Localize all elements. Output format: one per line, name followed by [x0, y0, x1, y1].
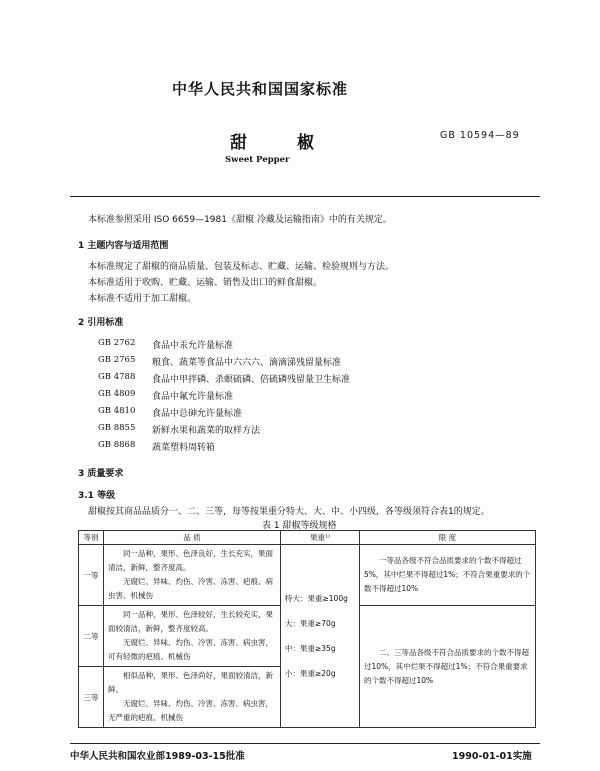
quality-cell — [104, 606, 281, 667]
ref-code: GB 8855 — [98, 423, 136, 433]
section-3-1-heading: 3.1 等级 — [78, 491, 116, 501]
ref-code: GB 4788 — [98, 372, 136, 382]
weight-line: 中：果重≥35g — [285, 644, 336, 653]
header-grade: 等别 — [79, 531, 104, 545]
header-quality: 品 质 — [104, 531, 281, 545]
footer-divider — [70, 743, 540, 744]
section-2-heading: 2 引用标准 — [78, 318, 124, 328]
ref-title: 食品中甲拌磷、杀螟硫磷、倍硫磷残留量卫生标准 — [152, 375, 351, 385]
ref-code: GB 4809 — [98, 389, 136, 399]
table-row — [79, 545, 536, 606]
limit-cell: 二、三等品各级不符合品质要求的个数不得超过10%，其中烂果不得超过1%；不符合果重要求的个数不得超过10% — [360, 606, 536, 728]
quality-line: 同一品种，果形、色泽较好，生长较充实，果面较清洁，新鲜，整齐度较高。 — [108, 610, 273, 633]
effective-date: 1990-01-01实施 — [452, 751, 532, 762]
ref-title: 食品中总砷允许量标准 — [152, 409, 243, 419]
ref-title: 粮食、蔬菜等食品中六六六、滴滴涕残留量标准 — [152, 358, 342, 368]
weight-line: 特大：果重≥100g — [285, 594, 348, 603]
weight-line: 小：果重≥20g — [285, 669, 336, 678]
ref-title: 蔬菜塑料周转箱 — [152, 443, 216, 453]
quality-cell — [104, 667, 281, 728]
quality-line: 无腐烂、异味、灼伤、冷害、冻害、病虫害，可有轻微的疤痕、机械伤 — [108, 638, 273, 661]
ref-code: GB 8868 — [98, 440, 136, 450]
section-1-heading: 1 主题内容与适用范围 — [78, 241, 169, 251]
grade-cell: 三等 — [79, 667, 104, 728]
intro-text: 本标准参照采用 ISO 6659—1981《甜椒 冷藏及运输指南》中的有关规定。 — [88, 215, 392, 225]
section-1-line: 本标准不适用于加工甜椒。 — [88, 294, 197, 304]
page-title: 甜椒 — [230, 133, 364, 153]
ref-code: GB 4810 — [98, 406, 136, 416]
ref-title: 新鲜水果和蔬菜的取样方法 — [152, 426, 261, 436]
approval-text: 中华人民共和国农业部1989-03-15批准 — [70, 751, 245, 762]
weight-cell — [281, 545, 360, 728]
section-3-heading: 3 质量要求 — [78, 469, 124, 479]
quality-line: 同一品种，果形、色泽良好，生长充实，果面清洁，新鲜，整齐度高。 — [108, 549, 273, 572]
standard-code: GB 10594—89 — [440, 130, 520, 141]
header-limit: 限 度 — [360, 531, 536, 545]
section-1-line: 本标准规定了甜椒的商品质量、包装及标志、贮藏、运输、检验规则与方法。 — [88, 262, 395, 272]
english-title: Sweet Pepper — [225, 155, 290, 165]
ref-title: 食品中氟允许量标准 — [152, 392, 234, 402]
grade-cell: 一等 — [79, 545, 104, 606]
table-header-row — [79, 531, 536, 545]
quality-line: 无腐烂、异味、灼伤、冷害、冻害、疤痕、病虫害、机械伤 — [108, 577, 273, 600]
quality-cell — [104, 545, 281, 606]
ref-code: GB 2762 — [98, 338, 136, 348]
grade-table — [78, 530, 536, 728]
ref-title: 食品中汞允许量标准 — [152, 341, 234, 351]
weight-line: 大：果重≥70g — [285, 619, 336, 628]
org-title: 中华人民共和国国家标准 — [171, 80, 348, 98]
ref-code: GB 2765 — [98, 355, 136, 365]
quality-line: 无腐烂、异味、灼伤、冷害、冻害、病虫害，无严重的疤痕、机械伤 — [108, 699, 273, 722]
table-caption: 表 1 甜椒等级规格 — [262, 521, 337, 531]
grade-cell: 二等 — [79, 606, 104, 667]
header-weight: 果重¹⁾ — [281, 531, 360, 545]
section-3-1-text: 甜椒按其商品品质分一、二、三等，每等按果重分特大、大、中、小四级，各等级须符合表1的规定。 — [88, 507, 490, 517]
limit-cell: 一等品各级不符合品质要求的个数不得超过5%，其中烂果不得超过1%；不符合果重要求的个数不得超过10% — [360, 545, 536, 606]
quality-line: 相似品种，果形、色泽尚好，果面较清洁，新鲜。 — [108, 671, 273, 694]
section-1-line: 本标准适用于收购、贮藏、运输、销售及出口的鲜食甜椒。 — [88, 278, 323, 288]
divider — [70, 196, 540, 197]
